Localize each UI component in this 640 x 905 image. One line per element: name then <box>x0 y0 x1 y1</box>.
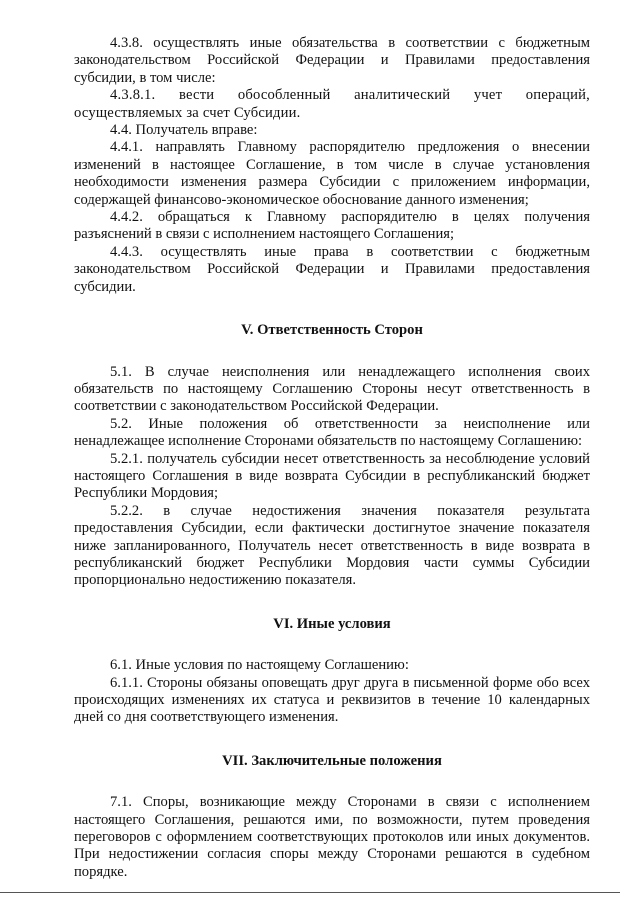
section-gap <box>74 590 590 616</box>
page-bottom-rule <box>0 892 620 893</box>
clause-4-3-8-1: 4.3.8.1. вести обособленный аналитический учет операций, осуществляемых за счет Субсидии. <box>74 87 590 121</box>
section-gap <box>74 296 590 322</box>
clause-7-1: 7.1. Споры, возникающие между Сторонами в связи с исполнением настоящего Соглашения, решаются ими, по возможности, путем проведения переговоров с оформлением соответствующих протоколов или иных документов. При недостижении согласия споры между Сторонами решаются в судебном порядке. <box>74 794 590 880</box>
clause-4-4-3: 4.4.3. осуществлять иные права в соответствии с бюджетным законодательством Российской Федерации и Правилами предоставления субсидии. <box>74 243 590 295</box>
section-gap <box>74 633 590 657</box>
document-body <box>74 35 590 881</box>
clause-6-1: 6.1. Иные условия по настоящему Соглашению: <box>110 657 409 674</box>
section-gap <box>74 770 590 794</box>
clause-4-4-2: 4.4.2. обращаться к Главному распорядителю в целях получения разъяснений в связи с исполнением настоящего Соглашения; <box>74 209 590 243</box>
section-5-heading: V. Ответственность Сторон <box>241 322 423 339</box>
clause-4-3-8: 4.3.8. осуществлять иные обязательства в соответствии с бюджетным законодательством Российской Федерации и Правилами предоставления субсидии, в том числе: <box>74 35 590 86</box>
clause-6-1-1: 6.1.1. Стороны обязаны оповещать друг друга в письменной форме обо всех происходящих изменениях их статуса и реквизитов в течение 10 календарных дней со дня соответствующего изменения. <box>74 674 590 726</box>
clause-5-2: 5.2. Иные положения об ответственности за неисполнение или ненадлежащее исполнение Сторонами обязательств по настоящему Соглашению: <box>74 415 590 450</box>
clause-5-2-1: 5.2.1. получатель субсидии несет ответственность за несоблюдение условий настоящего Соглашения в виде возврата Субсидии в республиканский бюджет Республики Мордовия; <box>74 450 590 502</box>
clause-4-4-1: 4.4.1. направлять Главному распорядителю предложения о внесении изменений в настоящее Соглашение, в том числе в случае установления необходимости изменения размера Субсидии с приложением информации, содержащей финансово-экономическое обоснование данного изменения; <box>74 139 590 208</box>
section-6-heading: VI. Иные условия <box>273 615 391 632</box>
section-gap <box>74 340 590 364</box>
section-7-heading: VII. Заключительные положения <box>222 752 442 769</box>
clause-5-2-2: 5.2.2. в случае недостижения значения показателя результата предоставления Субсидии, если фактически достигнутое значение показателя ниже запланированного, Получатель несет ответственность в виде возврата в республиканский бюджет Республики Мордовия части суммы Субсидии пропорционально недостижению показателя. <box>74 502 590 589</box>
clause-5-1: 5.1. В случае неисполнения или ненадлежащего исполнения своих обязательств по настоящему Соглашению Стороны несут ответственность в соответствии с законодательством Российской Федерации. <box>74 363 590 415</box>
section-gap <box>74 727 590 753</box>
clause-4-4: 4.4. Получатель вправе: <box>110 122 258 139</box>
